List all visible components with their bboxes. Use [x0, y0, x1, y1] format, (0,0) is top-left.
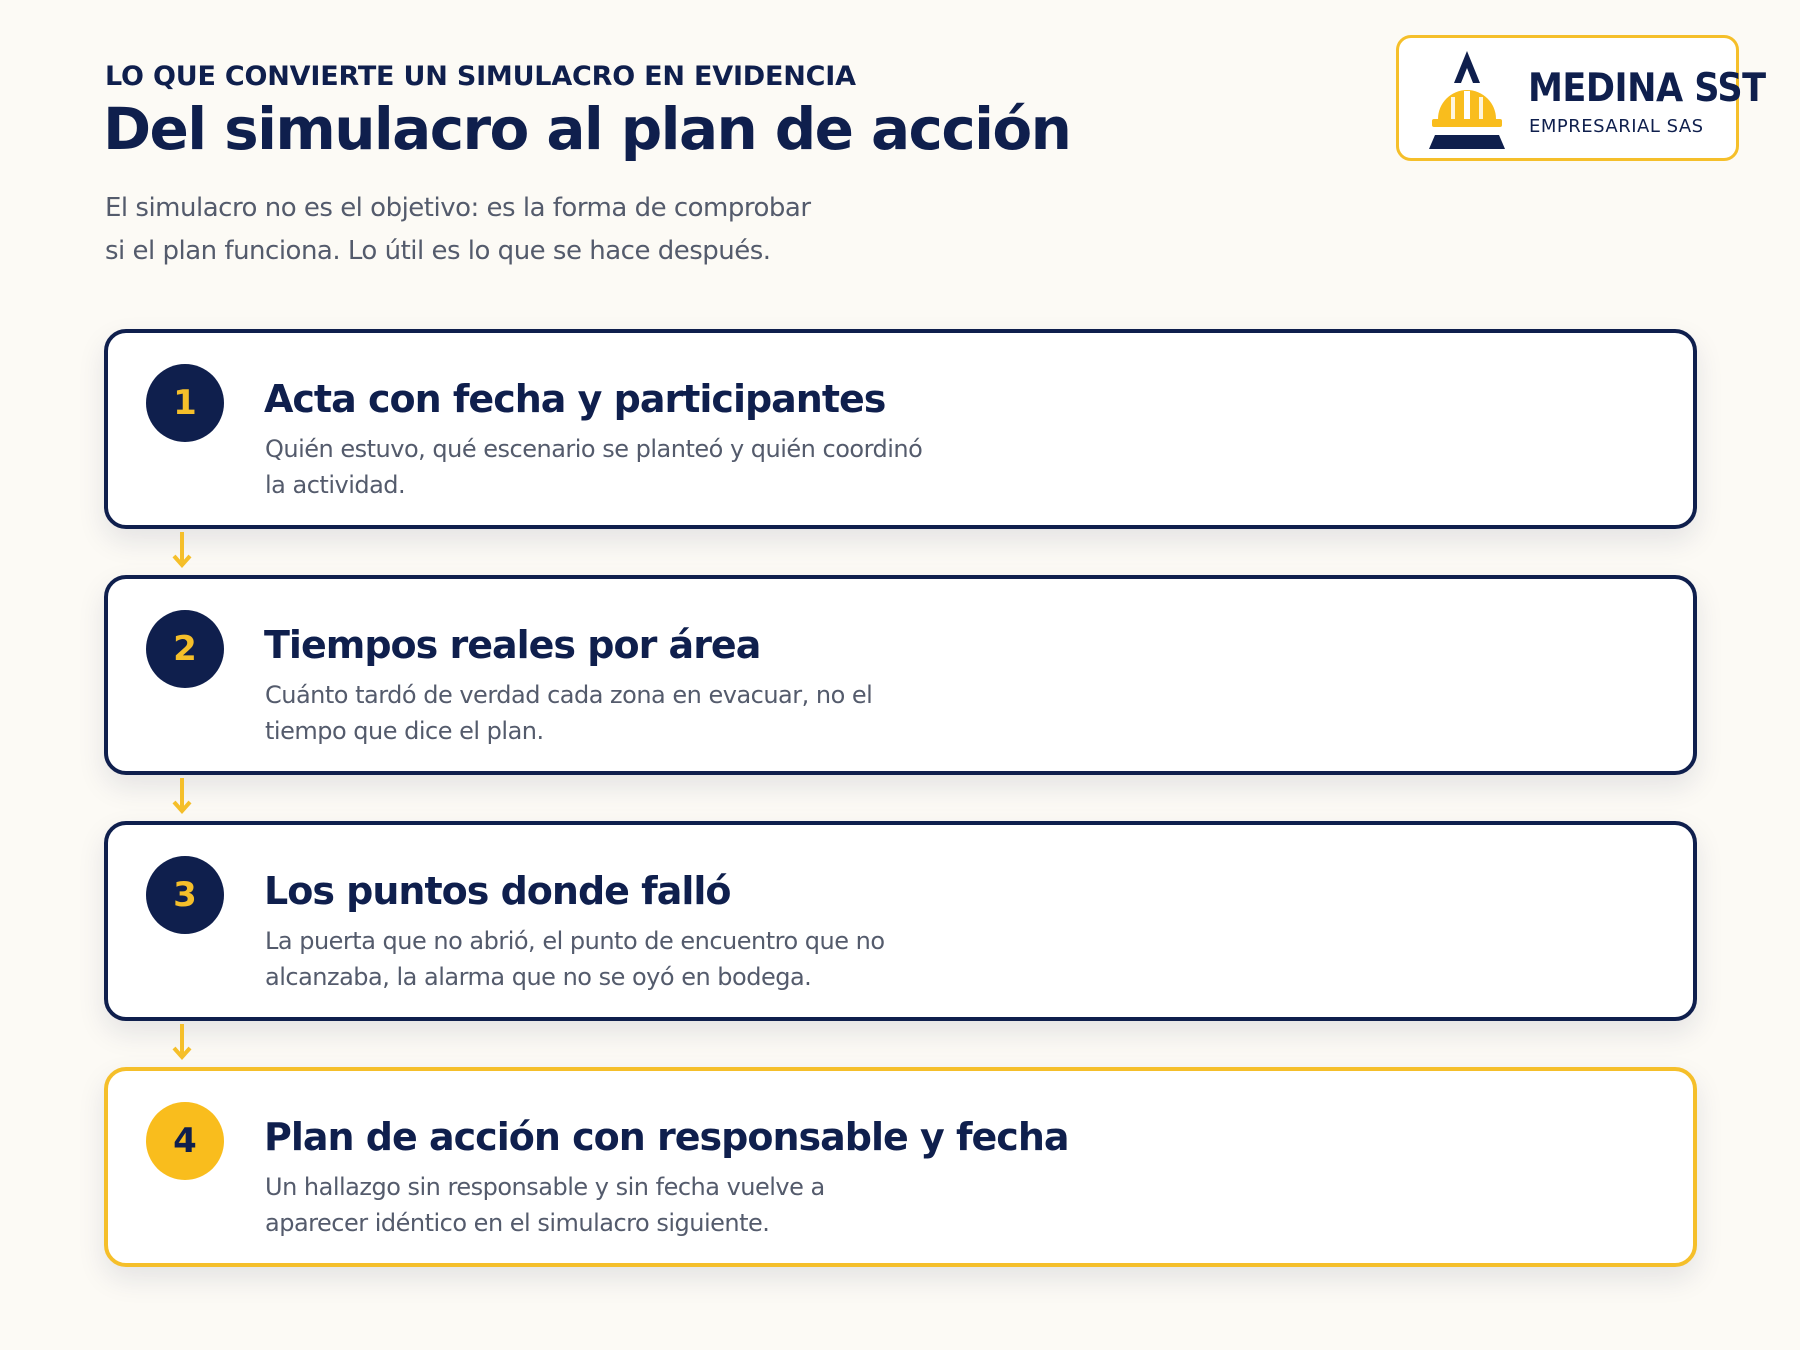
step-description-line: Cuánto tardó de verdad cada zona en evacuar, no el [265, 681, 873, 709]
step-description-line: Un hallazgo sin responsable y sin fecha vuelve a [265, 1173, 825, 1201]
step-number-badge: 3 [146, 856, 224, 934]
step-title: Los puntos donde falló [264, 869, 731, 913]
step-card-2 [104, 575, 1697, 775]
subtitle-line: si el plan funciona. Lo útil es lo que se hace después. [105, 236, 771, 266]
step-description [265, 1169, 825, 1241]
step-description [265, 431, 922, 503]
subtitle [105, 187, 865, 273]
step-number-badge: 4 [146, 1102, 224, 1180]
eyebrow: LO QUE CONVIERTE UN SIMULACRO EN EVIDENCIA [105, 61, 856, 92]
logo-brand: MEDINA SST [1528, 66, 1766, 111]
step-description-line: tiempo que dice el plan. [265, 717, 544, 745]
step-number-badge: 2 [146, 610, 224, 688]
logo-subtitle: EMPRESARIAL SAS [1529, 116, 1704, 137]
step-description-line: la actividad. [265, 471, 406, 499]
logo [1396, 35, 1766, 161]
step-number-badge: 1 [146, 364, 224, 442]
step-description [265, 677, 872, 749]
step-description [265, 923, 885, 995]
step-title: Plan de acción con responsable y fecha [264, 1115, 1069, 1159]
step-title: Acta con fecha y participantes [264, 377, 886, 421]
step-description-line: La puerta que no abrió, el punto de encuentro que no [265, 927, 885, 955]
step-card-1 [104, 329, 1697, 529]
step-card-4 [104, 1067, 1697, 1267]
subtitle-line: El simulacro no es el objetivo: es la forma de comprobar [105, 193, 811, 223]
arrow-down-icon [170, 778, 194, 818]
page-title: Del simulacro al plan de acción [103, 95, 1071, 163]
step-card-3 [104, 821, 1697, 1021]
step-description-line: aparecer idéntico en el simulacro siguiente. [265, 1209, 770, 1237]
step-title: Tiempos reales por área [264, 623, 761, 667]
step-description-line: Quién estuvo, qué escenario se planteó y quién coordinó [265, 435, 923, 463]
arrow-down-icon [170, 532, 194, 572]
step-description-line: alcanzaba, la alarma que no se oyó en bodega. [265, 963, 812, 991]
arrow-down-icon [170, 1024, 194, 1064]
hardhat-triangle-logo-icon [1421, 49, 1523, 151]
